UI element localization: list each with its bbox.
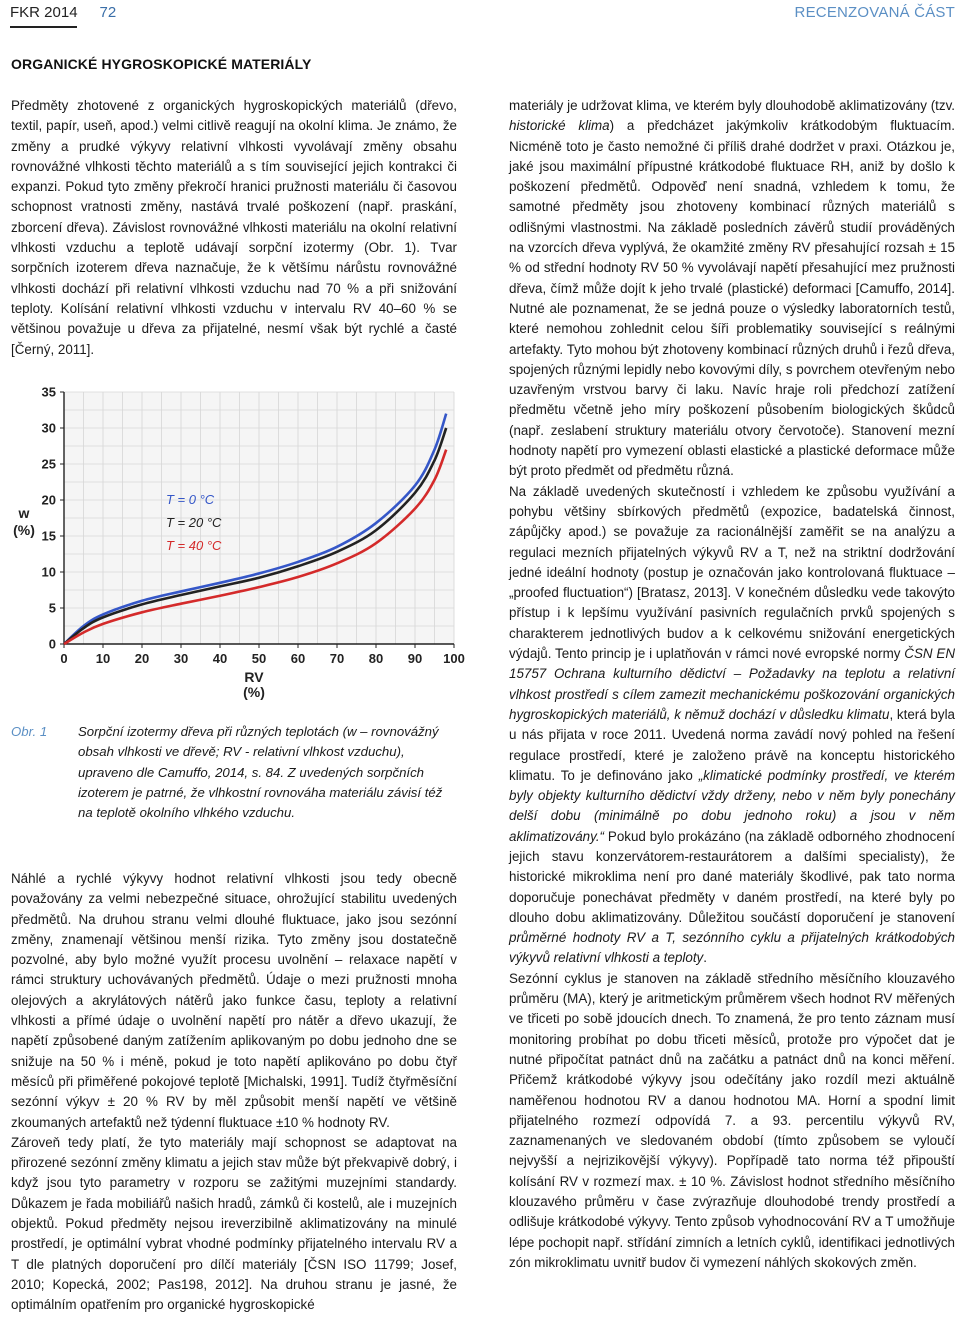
x-tick-label: 80 (368, 651, 384, 666)
figure-caption-text: Sorpční izotermy dřeva při různých teplotách (w – rovnovážný obsah vlhkosti ve dřevě; RV - relativní vlhkost vzduchu), upraveno dle Camuffo, 2014, s. 84. Z uvedených sorpčních izoterem je patrné, že vlhkostní rovnováha materiálu závisí též na teplotě okolního vlhkého vzduchu. (78, 724, 443, 821)
page-number: 72 (99, 4, 117, 21)
y-tick-label: 35 (41, 384, 56, 400)
x-tick-label: 70 (329, 651, 345, 666)
x-tick-label: 100 (443, 651, 465, 666)
y-tick-label: 15 (41, 528, 56, 544)
sorption-isotherm-chart (8, 384, 465, 700)
legend-entry: T = 0 °C (166, 492, 215, 507)
x-tick-label: 30 (173, 651, 189, 666)
x-tick-label: 0 (60, 651, 68, 666)
x-tick-label: 60 (290, 651, 306, 666)
x-tick-label: 50 (251, 651, 267, 666)
header-rule (10, 26, 77, 28)
text-run-italic: průměrné hodnoty RV a T, sezónního cyklu a přijatelných krátkodobých výkyvů relativní vlhkosti a teploty (509, 930, 955, 966)
legend-entry: T = 40 °C (166, 538, 222, 553)
x-axis-label: (%) (243, 684, 265, 700)
legend-entry: T = 20 °C (166, 515, 222, 530)
paragraph (509, 482, 955, 969)
paragraph (509, 96, 955, 482)
y-tick-label: 10 (41, 564, 56, 580)
y-tick-label: 25 (41, 456, 56, 472)
section-title: ORGANICKÉ HYGROSKOPICKÉ MATERIÁLY (11, 56, 312, 72)
text-run: materiály je udržovat klima, ve kterém byly dlouhodobě aklimatizovány (tzv. (509, 98, 955, 113)
y-tick-label: 30 (41, 420, 56, 436)
x-tick-label: 40 (212, 651, 228, 666)
y-axis-label: (%) (13, 522, 35, 538)
text-run: ) a předcházet jakýmkoliv krátkodobým fluktuacím. Nicméně toto je často nemožné či příliš drahé dodržet v praxi. Otázkou je, jaké jsou maximální přípustné krátkodobé fluktuace RH, aniž by došlo k poškození předmětů. Odpověď není snadná, vzhledem k tomu, že samotné předměty jsou zhotoveny kombinací různých materiálů s odlišnými vlastnostmi. Na základě posledních závěrů studií prováděných na vzorcích dřeva vyplývá, že okamžité změny RV přesahující rozsah ± 15 % od střední hodnoty RV 50 % vyvolávají napětí přesahující mez pružnosti dřeva, čímž může dojít k jeho trvalé (plastické) deformaci [Camuffo, 2014]. Nutné ale poznamenat, že se jedná pouze o výsledky laboratorních testů, které nemohou zohlednit celou šíři problematiky související s reálnými artefakty. Tyto mohou být zhotoveny kombinací různých druhů i řezů dřeva, spojených různými lepidly nebo kovovými díly, s povrchem otevřeným nebo uzavřeným vrstvou barvy či laku. Navíc hraje roli předchozí zatížení předmětu včetně jeho míry poškození působením biologických škůdců (např. zeslabení struktury materiálu otvory červotoče). Stanovení mezní hodnoty napětí pro vymezení oblasti elastické a plastické deformace může být proto předmět od předmětu různá. (509, 118, 955, 479)
text-run: . (703, 950, 707, 966)
chart-legend (166, 492, 222, 553)
text-run-italic: ČSN EN 15757 Ochrana kulturního dědictví – Požadavky na teplotu a relativní vlhkost prostředí s cílem zamezit mechanickému poškozování organických hygroskopických materiálů, k němuž dochází v důsledku klimatu (509, 646, 955, 722)
figure-label: Obr. 1 (11, 724, 48, 739)
paragraph: Zároveň tedy platí, že tyto materiály mají schopnost se adaptovat na přirozené sezónní změny klimatu a jejich stav může být překvapivě dobrý, i když jsou tyto parametry v rozporu se zažitými muzejními standardy. Důkazem je řada mobiliářů našich hradů, zámků či kostelů, ale i muzejních objektů. Pokud předměty nejsou ireverzibilně aklimatizovány na minulé prostředí, je optimální vybrat vhodné podmínky přijatelného intervalu RV a T dle platných doporučení pro dílčí materiály [ČSN ISO 11799; Josef, 2010; Kopecká, 2002; Pas198, 2012]. Na druhou stranu je jasné, že optimálním opatřením pro organické hygroskopické (11, 1134, 457, 1313)
x-tick-label: 90 (407, 651, 423, 666)
paragraph: Náhlé a rychlé výkyvy hodnot relativní vlhkosti jsou tedy obecně považovány za velmi nebezpečné situace, ohrožující stabilitu uvedených předmětů. Na druhou stranu velmi dlouhé fluktuace, jako jsou sezónní změny, znamenají většinou menší rizika. Tyto změny jsou dostatečně pozvolné, aby bylo možné využít procesu uvolnění – relaxace napětí v rámci struktury uchovávaných předmětů. Údaje o mezi pružnosti mnoha olejových a akrylátových nátěrů jako funkce času, teploty a relativní vlhkosti a přímé údaje o uvolnění napětí pro nátěr a dřevo ukazují, že napětí způsobené daným zatížením aplikovaným po dobu jednoho dne se snižuje na 50 % i méně, pokud je toto napětí aplikováno po dobu čtyř měsíců při přiměřené pokojové teplotě [Michalski, 1991]. Tudíž čtyřměsíční sezónní výkyv ± 20 % RV by měl způsobit menší napětí ve většině zkoumaných artefaktů než týdenní fluktuace ±10 % hodnoty RV. (11, 871, 457, 1130)
x-tick-label: 10 (95, 651, 111, 666)
right-column (509, 96, 955, 1273)
chart-svg (8, 384, 465, 700)
text-run: , která byla u nás přijata v roce 2011. Uvedená norma zavádí nový pohled na řešení regulace prostředí, které je založeno právě na konceptu historického klimatu. To je definováno jako (509, 706, 955, 783)
page-header (10, 0, 955, 32)
left-column-top (11, 96, 457, 360)
section-label: RECENZOVANÁ ČÁST (794, 4, 955, 21)
paragraph: Sezónní cyklus je stanoven na základě středního měsíčního klouzavého průměru (MA), který je aritmetickým průměrem všech hodnot RV měřených ve třiceti po sobě jdoucích dnech. To znamená, že pro tento záznam musí monitoring probíhat po dobu třiceti měsíců, protože pro výpočet dat je nutné připočítat patnáct dnů na začátku a patnáct dnů na konci měření. Přičemž krátkodobé výkyvy jsou odečítány jako rozdíl mezi aktuálně naměřenou hodnotou RV a danou hodnotou MA. Horní a spodní limit přijatelného rozmezí odpovídá 7. a 93. percentilu výkyvů RV, zaznamenaných ve sledovaném období (tímto způsobem se vyloučí nejvyšší a nejrizikovější výkyvy). Popřípadě tato norma též připouští kolísání RV v rozmezí max. ± 10 %. Závislost hodnot středního měsíčního klouzavého průměru v čase zvýrazňuje dlouhodobé trendy prostředí a odlišuje krátkodobé výkyvy. Tento způsob vyhodnocování RV a T umožňuje lépe pochopit např. střídání zimních a letních cyklů, identifikaci jednotlivých zón mikroklimatu uvnitř budov či vymezení náhlých skokových změn. (509, 970, 955, 1270)
text-run-italic: „klimatické podmínky prostředí, ve kterém byly objekty kulturního dědictví vždy drženy, nebo v něm byly ponechány delší dobu (minimálně po dobu jednoho roku) a jsou v něm aklimatizovány.“ (509, 767, 955, 844)
y-axis-label: w (18, 505, 30, 521)
x-axis-label: RV (244, 669, 264, 685)
text-run: Pokud bylo prokázáno (na základě odborného zhodnocení jejich stavu konzervátorem-restaurátorem a dalšími specialisty), že historické mikroklima není pro dané materiály škodlivé, pak tato norma doporučuje ponechávat předměty v daném prostředí, na které byly po dlouho dobu aklimatizovány. Důležitou součástí doporučení je stanovení (509, 828, 955, 925)
left-column-bottom (11, 869, 457, 1316)
text-run-italic: historické klima (509, 118, 610, 134)
y-tick-label: 20 (41, 492, 56, 508)
x-tick-label: 20 (134, 651, 150, 666)
journal-name: FKR 2014 (10, 4, 78, 21)
paragraph: Předměty zhotovené z organických hygroskopických materiálů (dřevo, textil, papír, useň, apod.) velmi citlivě reagují na okolní klima. Je známo, že změny a prudké výkyvy relativní vlhkosti vyvolávají změny obsahu rovnovážné vlhkosti těchto materiálů a s tím související jejich kontrakci či expanzi. Pokud tyto změny překročí hranici pružnosti materiálu či časovou schopnost vratnosti změny, nastává trvalé poškození (např. praskání, zborcení dřeva). Závislost rovnovážné vlhkosti materiálu na okolní relativní vlhkosti vzduchu a teplotě udávají sorpční izotermy (Obr. 1). Tvar sorpčních izoterem dřeva naznačuje, že k většímu nárůstu rovnovážné vlhkosti dochází při relativní vlhkosti vzduchu nad 70 % a při snižování teploty. Kolísání relativní vlhkosti vzduchu v intervalu RV 40–60 % se většinou považuje u dřeva za přijatelné, nesmí však být rychlé a časté [Černý, 2011]. (11, 98, 457, 357)
text-run: Na základě uvedených skutečností i vzhledem ke způsobu využívání a pohybu většiny sbírkových předmětů (expozice, badatelská činnost, zápůjčky apod.) se považuje za racionálnější zaměřit se na analýzu a regulaci mezních přijatelných výkyvů RV a T, než na striktní dodržování jedné ideální hodnoty (postup je označován jako kontrolovaná fluktuace – „proofed fluctuation“) [Bratasz, 2013]. V konečném důsledku vede takovýto přístup i k lepšímu využívání pasivních regulačních prvků spojených s charakterem jednotlivých budov a k celkovému snižování energetických výdajů. Tento princip je i uplatňován v rámci nové evropské normy (509, 483, 955, 662)
header-journal (10, 4, 116, 21)
y-tick-label: 0 (48, 636, 56, 652)
y-tick-label: 5 (48, 600, 56, 616)
